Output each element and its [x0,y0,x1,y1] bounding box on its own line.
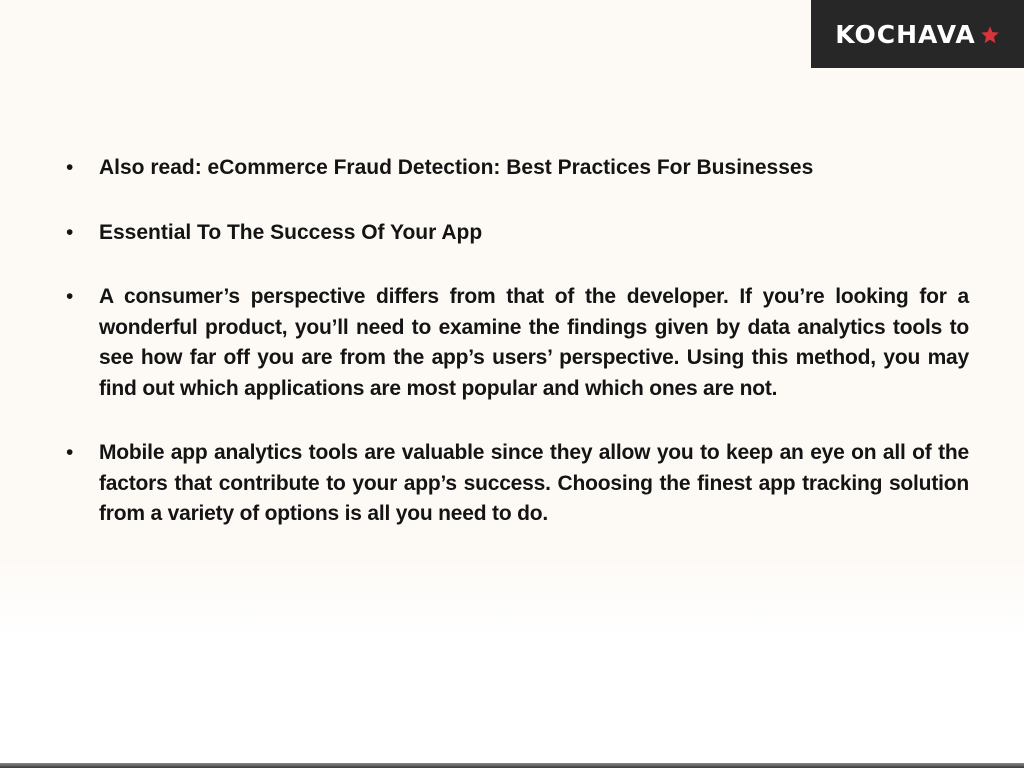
list-item: • Also read: eCommerce Fraud Detection: Best Practices For Businesses [66,153,969,184]
logo-text: KOCHAVA [835,19,976,49]
star-icon [980,25,1000,45]
bullet-list [66,153,969,564]
list-item: • Essential To The Success Of Your App [66,218,969,249]
list-item: • Mobile app analytics tools are valuable since they allow you to keep an eye on all of the factors that contribute to your app’s success. Choosing the finest app tracking solution from a variety of options is all you need to do. [66,438,969,530]
kochava-logo [811,0,1024,68]
bottom-divider [0,763,1024,768]
list-item: • A consumer’s perspective differs from that of the developer. If you’re looking for a wonderful product, you’ll need to examine the findings given by data analytics tools to see how far off you are from the app’s users’ perspective. Using this method, you may find out which applications are most popular and which ones are not. [66,282,969,404]
